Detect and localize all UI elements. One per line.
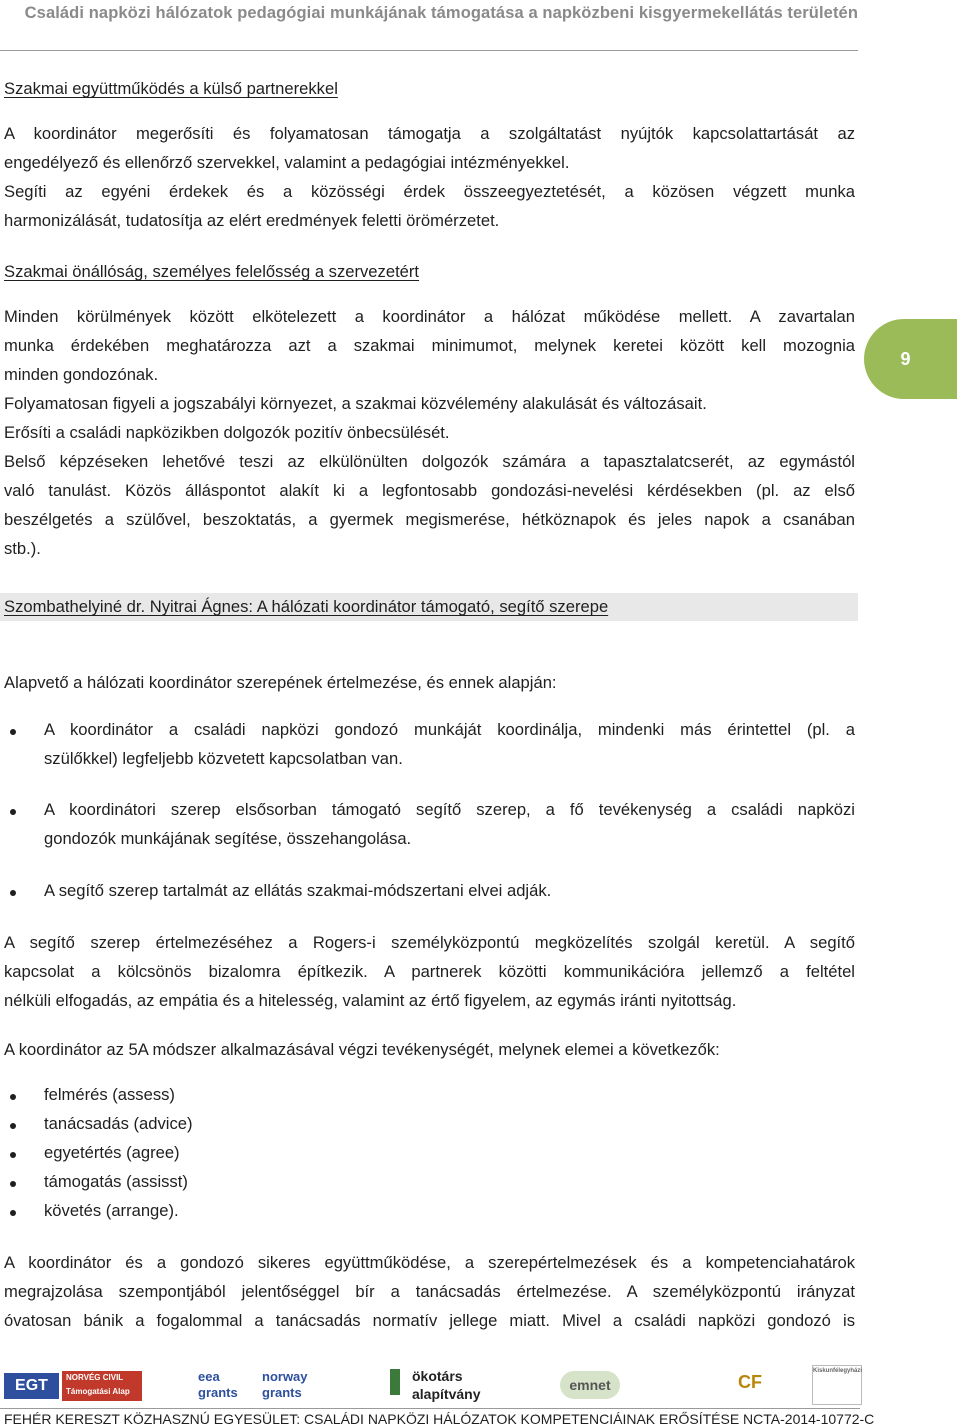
okotars-logo: ökotárs alapítvány [412,1368,481,1402]
footer-divider [0,1408,860,1409]
intro-paragraph: Alapvető a hálózati koordinátor szerepének értelmezése, és ennek alapján: [4,673,557,692]
egt-logo: EGT [4,1373,59,1399]
paragraph-line: A koordinátor és a gondozó sikeres együttműködése, a szerepértelmezések és a kompetenciahatárok [4,1253,855,1272]
fivea-intro: A koordinátor az 5A módszer alkalmazásával végzi tevékenységét, melynek elemei a következők: [4,1040,720,1059]
list-item: tanácsadás (advice) [44,1114,193,1133]
norveg-civil-logo: NORVÉG CIVIL Támogatási Alap [62,1371,142,1401]
bullet-icon [8,1208,18,1218]
paragraph-line: Minden körülmények között elkötelezett a koordinátor a hálózat működése mellett. A zavartalan [4,307,855,326]
foundation-logo: Kiskunfélegyházi [812,1365,862,1405]
bullet-icon [8,727,18,737]
list-item: A koordinátori szerep elsősorban támogató segítő szerep, a fő tevékenység a családi napközi [44,800,855,819]
paragraph-line: való tanulást. Közös álláspontot alakít ki a legfontosabb gondozási-nevelési kérdésekben (pl. az első [4,481,855,500]
okotars-mark-icon [390,1369,400,1395]
footer-logos [0,1355,960,1410]
bullet-icon [8,888,18,898]
paragraph-line: megrajzolása szempontjából jelentőséggel bír a tanácsadás értelmezése. A személyközpontú irányzat [4,1282,855,1301]
paragraph-line: engedélyező és ellenőrző szervekkel, valamint a pedagógiai intézményekkel. [4,153,570,172]
bullet-icon [8,1092,18,1102]
footer-text: FEHÉR KERESZT KÖZHASZNÚ EGYESÜLET: CSALÁDI NAPKÖZI HÁLÓZATOK KOMPETENCIÁINAK ERŐSÍTÉSE NCTA-2014-10772-C [4,1411,875,1427]
eea-grants-logo: eea grants [198,1369,238,1400]
section-heading-external-partners: Szakmai együttműködés a külső partnerekkel [4,79,338,98]
paragraph-line: Folyamatosan figyeli a jogszabályi környezet, a szakmai közvélemény alakulását és változásait. [4,394,707,413]
list-item: felmérés (assess) [44,1085,175,1104]
list-item: szülőkkel) legfeljebb közvetett kapcsolatban van. [44,749,403,768]
list-item: A segítő szerep tartalmát az ellátás szakmai-módszertani elvei adják. [44,881,552,900]
norway-grants-logo: norway grants [262,1369,308,1400]
paragraph-line: kapcsolat a kölcsönös bizalomra építkezik. A partnerek közötti kommunikációra jellemző a feltétel [4,962,855,981]
header-title: Családi napközi hálózatok pedagógiai munkájának támogatása a napközbeni kisgyermekellátás területén [24,4,858,22]
page-header [0,0,858,51]
cf-logo: CF [738,1372,762,1392]
emnet-logo: emnet [560,1371,620,1399]
list-item: támogatás (assisst) [44,1172,188,1191]
paragraph-line: stb.). [4,539,41,558]
list-item: gondozók munkájának segítése, összehangolása. [44,829,412,848]
page-number-badge: 9 [864,319,957,399]
bullet-icon [8,1150,18,1160]
paragraph-line: nélküli elfogadás, az empátia és a hitelesség, valamint az értő figyelem, az egymás iránti nyitottság. [4,991,737,1010]
section-heading-autonomy: Szakmai önállóság, személyes felelősség a szervezetért [4,262,420,281]
paragraph-line: minden gondozónak. [4,365,159,384]
paragraph-line: óvatosan bánik a fogalommal a tanácsadás normatív jellege miatt. Mivel a családi napközi gondozó is [4,1311,855,1330]
list-item: A koordinátor a családi napközi gondozó munkáját koordinálja, mindenki más érintettel (pl. a [44,720,855,739]
section-heading-coordinator-role: Szombathelyiné dr. Nyitrai Ágnes: A hálózati koordinátor támogató, segítő szerepe [4,597,609,616]
list-item: egyetértés (agree) [44,1143,180,1162]
bullet-icon [8,1179,18,1189]
list-item: követés (arrange). [44,1201,179,1220]
paragraph-line: A segítő szerep értelmezéséhez a Rogers-i személyközpontú megközelítés szolgál keretül. A segítő [4,933,855,952]
paragraph-line: Belső képzéseken lehetővé teszi az elkülönülten dolgozók számára a tapasztalatcserét, az egymástól [4,452,855,471]
bullet-icon [8,1121,18,1131]
paragraph-line: munka érdekében meghatározza azt a szakmai minimumot, melynek keretei között kell mozognia [4,336,855,355]
bullet-icon [8,807,18,817]
paragraph-line: beszélgetés a szülővel, beszoktatás, a gyermek megismerése, hétköznapok és jeles napok a csanában [4,510,855,529]
paragraph-line: harmonizálását, tudatosítja az elért eredmények feletti örömérzetet. [4,211,500,230]
section-heading-band [0,593,858,621]
paragraph-line: Erősíti a családi napközikben dolgozók pozitív önbecsülését. [4,423,450,442]
paragraph-line: A koordinátor megerősíti és folyamatosan támogatja a szolgáltatást nyújtók kapcsolattartását az [4,124,855,143]
paragraph-line: Segíti az egyéni érdekek és a közösségi érdek összeegyeztetését, a közösen végzett munka [4,182,855,201]
